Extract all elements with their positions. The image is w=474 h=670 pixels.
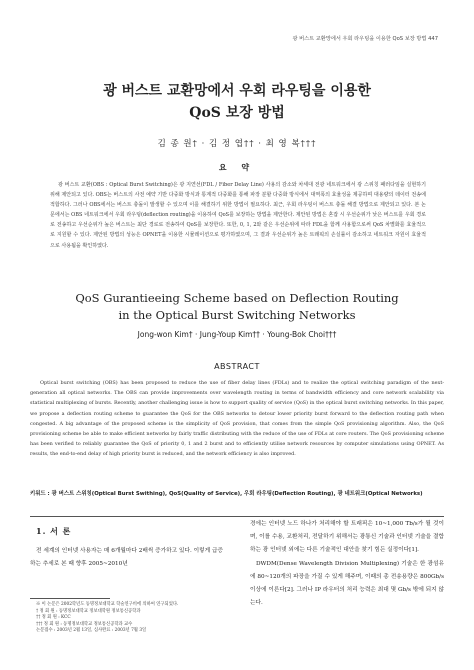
english-title-line2: in the Optical Burst Switching Networks [118,308,356,322]
intro-right-paragraph-1: 경에는 인터넷 노드 하나가 처리해야 할 트래픽은 10~1,000 Tb/s가 될 것이며, 이를 수용, 교환처리, 전달하기 위해서는 광통신 기술과 인터넷 기술을 결합하는 광 인터넷 외에는 다른 기술적인 대안을 찾기 힘든 실정이다[1]. [250,521,444,554]
korean-authors: 김 종 원† · 김 정 엽†† · 최 영 복††† [157,139,317,149]
korean-title [0,80,474,124]
english-title-line1: QoS Gurantieeing Scheme based on Deflection Routing [75,291,399,305]
english-abstract-heading: ABSTRACT [214,362,260,371]
intro-right-column [250,518,444,610]
keywords [30,489,444,499]
intro-right-paragraph-2: DWDM(Dense Wavelength Division Multiplexing) 기술은 한 광섬유에 80~120개의 파장을 가질 수 있게 해주며, 이때의 총 전송용량은 800Gb/s 이상에 이른다[2]. 그러나 IP 라우터의 처리 능력은 최대 몇 Gb/s 밖에 되지 않는다. [250,560,444,607]
korean-abstract: 광 버스트 교환(OBS : Optical Burst Switching)은 광 지연선(FDL / Fiber Delay Line) 사용의 감소와 차세대 전광 네트워크에서 광 스위칭 패러다임을 실현하기 위해 제안되고 있다. OBS는 버스트의 사전 예약 기반 다중화 방식과 통계적 다중화를 통해 파장 분할 다중화 방식에서 대역폭의 효율성을 제공하며 대용량의 데이터 전송에 적합하다. 그러나 OBS에서는 버스트 충돌이 발생할 수 있으며 이를 해결하기 위한 방법이 필요하다. 최근, 우회 라우팅이 버스트 충돌 해결 방법으로 제안되고 있다. 본 논문에서는 OBS 네트워크에서 우회 라우팅(deflection routing)을 이용하여 QoS를 보장하는 방법을 제안한다. 제안된 방법은 혼잡 시 우선순위가 낮은 버스트를 우회 경로로 전송하고 우선순위가 높은 버스트는 최단 경로로 전송하여 QoS를 보장한다. 또한, 0, 1, 2와 같은 우선순위에 따라 FDL을 함께 사용함으로써 QoS 차별화를 효율적으로 지원할 수 있다. 제안된 방법의 성능은 OPNET을 이용한 시뮬레이션으로 평가하였으며, 그 결과 우선순위가 높은 트래픽의 손실률이 감소하고 네트워크 자원이 효율적으로 사용됨을 확인하였다. [50,182,426,249]
english-abstract: Optical burst switching (OBS) has been proposed to reduce the use of fiber delay lines (FDLs) and to realize the optical switching paradigm of the next-generation all optical networks. The OBS can provide improvements over wavelength routing in terms of bandwidth efficiency and core network scalability via statistical multiplexing of bursts. Recently, another challenging issue is how to support quality of service (QoS) in the optical burst switching networks. In this paper, we propose a deflection routing scheme to guarantee the QoS for the OBS networks to detour lower priority burst forward to the deflection routing path when congested. A big advantage of the proposed scheme is the simplicity of QoS provision, that comes from the simple QoS provisioning algorithm. Also, the QoS provisioning scheme be able to make efficient networks by fairly traffic distributing with the reduce of the use of FDLs at core routers. The QoS provisioning scheme has been verified to reliably guarantee the QoS of priority 0, 1 and 2 burst and to efficiently utilise network resources by computer simulations using OPNET. As results, the end-to-end delay of high priority burst is reduced, and the network efficiency is also improved. [30,380,444,458]
english-title [0,290,474,324]
korean-title-line1: 광 버스트 교환망에서 우회 라우팅을 이용한 [103,83,371,99]
keywords-text: 광 버스트 스위칭(Optical Burst Swithing), QoS(Quality of Service), 우회 라우팅(Deflection Routing), 광 네트워크(Optical Networks) [51,491,423,497]
footnote-author-2: †† 정 회 원 : KCC [36,615,71,621]
intro-left-column: 전 세계의 인터넷 사용자는 매 6개월마다 2배씩 증가하고 있다. 이렇게 급증하는 추세로 본 때 향후 2005~2010년 [30,548,223,567]
footnote-author-1: † 정 회 원 : 동명정보대학교 정보대학원 정보통신공학과 [36,608,141,614]
section-divider [30,516,444,517]
footnote-funding: ※ 이 논문은 2002학년도 동명정보대학교 학술연구비에 의하여 연구되었다. [36,602,179,607]
english-authors: Jong-won Kim† · Jung-Youp Kim†† · Young-Bok Choi††† [137,330,337,339]
footnotes [36,602,226,635]
footnote-divider [30,598,110,599]
section-heading-introduction: 1. 서 론 [36,526,72,536]
keywords-label: 키워드 : [30,491,50,497]
footnote-dates: 논문접수 : 2003년 2월 13일, 심사완료 : 2003년 7월 3일 [36,628,147,634]
footnote-author-3: ††† 정 회 원 : 동명정보대학교 정보통신공학과 교수 [36,621,133,627]
korean-title-line2: QoS 보장 방법 [189,105,285,121]
korean-abstract-heading: 요 약 [218,162,256,172]
running-head: 광 버스트 교환망에서 우회 라우팅을 이용한 QoS 보장 방법 447 [292,36,438,42]
